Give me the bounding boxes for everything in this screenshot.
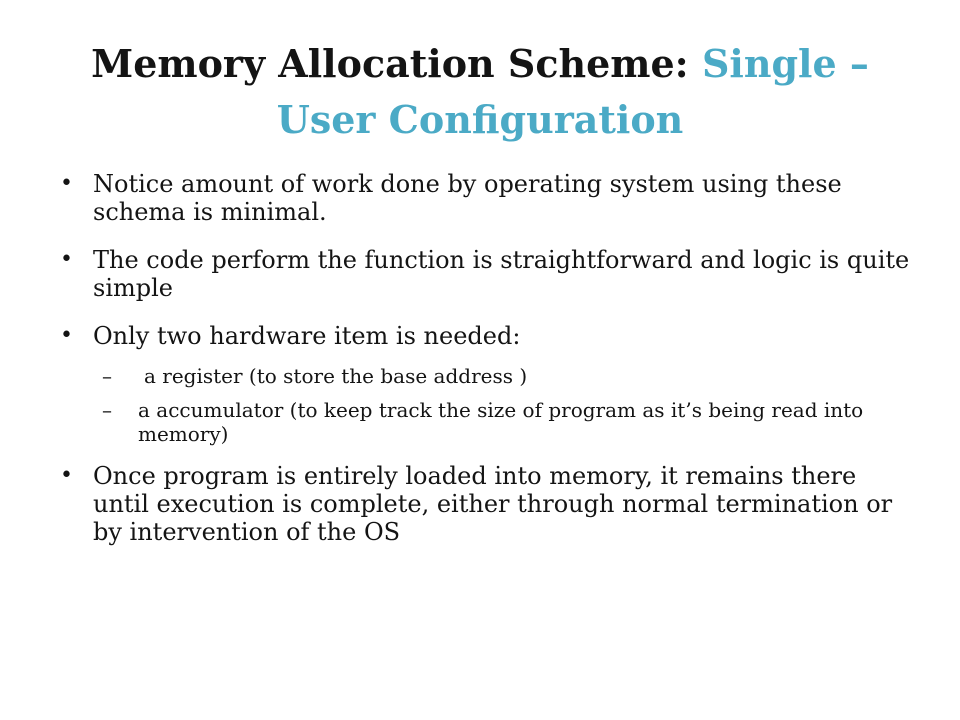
bullet-item (60, 246, 910, 302)
dash-icon: – (102, 398, 112, 422)
dash-icon: – (102, 364, 112, 388)
bullet-icon: • (60, 247, 73, 272)
sub-bullet-text: a register (to store the base address ) (144, 364, 528, 388)
bullet-item (60, 170, 910, 226)
bullet-icon: • (60, 323, 73, 348)
sub-bullet-text: a accumulator (to keep track the size of program as it’s being read into memory) (138, 398, 864, 446)
sub-bullet-item (60, 398, 910, 446)
bullet-text: Only two hardware item is needed: (93, 322, 521, 350)
bullet-text: The code perform the function is straightforward and logic is quite simple (93, 246, 910, 302)
bullet-list (60, 170, 910, 566)
bullet-text: Once program is entirely loaded into memory, it remains there until execution is complete, either through normal termination or by intervention of the OS (93, 462, 893, 546)
sub-bullet-item (60, 364, 910, 388)
title-main: Memory Allocation Scheme: (91, 41, 702, 86)
bullet-item (60, 462, 910, 546)
title-accent: Single – User Configuration (276, 41, 869, 142)
bullet-item (60, 322, 910, 350)
bullet-icon: • (60, 171, 73, 196)
bullet-icon: • (60, 463, 73, 488)
slide-title (40, 36, 920, 148)
bullet-text: Notice amount of work done by operating system using these schema is minimal. (93, 170, 842, 226)
